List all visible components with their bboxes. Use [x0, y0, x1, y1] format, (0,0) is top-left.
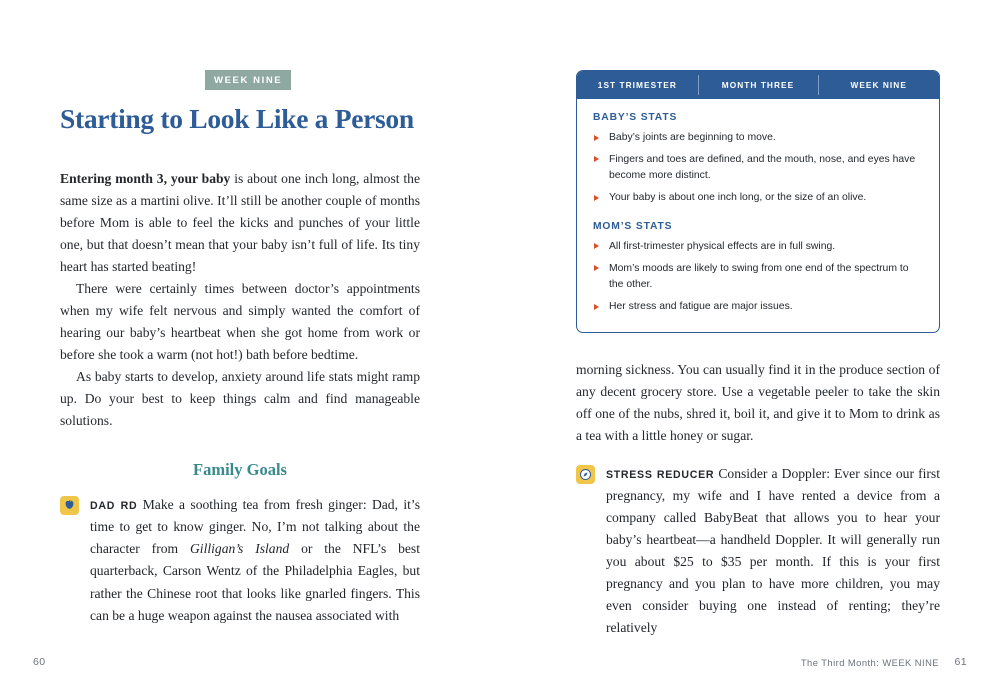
- callout-label: DAD RD: [90, 500, 138, 513]
- running-foot: The Third Month: WEEK NINE: [800, 657, 939, 668]
- tab-month: MONTH THREE: [698, 71, 819, 99]
- list-item-text: Your baby is about one inch long, or the size of an olive.: [609, 192, 867, 204]
- chapter-tag: WEEK NINE: [205, 70, 291, 90]
- paragraph: There were certainly times between doctor’s appointments when my wife felt nervous and simply wanted the comfort of hearing our baby’s heartbeat when she got home from work or before she took a warm (not hot!) bath before bedtime.: [60, 281, 420, 363]
- folio-right: 61: [954, 656, 967, 668]
- compass-icon: [576, 465, 595, 484]
- babys-stats-list: [593, 130, 923, 207]
- triangle-bullet-icon: [594, 304, 599, 310]
- list-item-text: Fingers and toes are defined, and the mouth, nose, and eyes have become more distinct.: [609, 153, 916, 182]
- stats-card-body: [577, 99, 939, 332]
- callout-text: Make a soothing tea from fresh ginger: Dad, it’s time to get to know ginger. No, I’m not talking about the character from Gilligan’s Island or the NFL’s best quarterback, Carson Wentz of the Philadelphia Eagles, but rather the Chinese root that looks like gnarled fingers. This can be a huge weapon against the nausea associated with: [90, 497, 420, 623]
- triangle-bullet-icon: [594, 243, 599, 249]
- list-item: [593, 299, 923, 315]
- babys-stats-group: [593, 112, 923, 207]
- right-page: [500, 0, 1000, 700]
- page-title: Starting to Look Like a Person: [60, 103, 414, 134]
- list-item-text: Mom’s moods are likely to swing from one end of the spectrum to the other.: [609, 262, 909, 291]
- paragraph: Entering month 3, your baby is about one inch long, almost the same size as a martini olive. It’ll still be another couple of months before Mom is able to feel the kicks and punches of your little one, but that doesn’t mean that your baby isn’t full of life. Its tiny heart has started beating!: [60, 171, 420, 275]
- stats-card-tabs: [577, 71, 939, 99]
- triangle-bullet-icon: [594, 156, 599, 162]
- list-item: [593, 239, 923, 255]
- triangle-bullet-icon: [594, 265, 599, 271]
- list-item: [593, 130, 923, 146]
- paragraph: morning sickness. You can usually find it in the produce section of any decent grocery store. Use a vegetable peeler to take the skin off one of the nubs, shred it, boil it, and give it to Mom to drink as a tea with a little honey or sugar.: [576, 361, 940, 443]
- moms-stats-list: [593, 239, 923, 316]
- left-body-text: [60, 168, 420, 432]
- right-body-text: [576, 359, 940, 447]
- list-item: [593, 190, 923, 206]
- tab-week: WEEK NINE: [818, 71, 939, 99]
- list-item-text: All first-trimester physical effects are in full swing.: [609, 240, 836, 252]
- callout-label: STRESS REDUCER: [606, 468, 715, 481]
- list-item-text: Baby’s joints are beginning to move.: [609, 132, 776, 143]
- stress-reducer-callout: [576, 463, 940, 639]
- triangle-bullet-icon: [594, 135, 599, 141]
- section-heading: Family Goals: [193, 460, 287, 480]
- apple-icon: [60, 496, 79, 515]
- moms-stats-title: MOM’S STATS: [593, 220, 673, 232]
- callout-text: Consider a Doppler: Ever since our first pregnancy, my wife and I have rented a device from a company called BabyBeat that allows you to hear your baby’s heartbeat—a handheld Doppler. It will generally run you about $25 to $35 per month. If this is your first pregnancy and you plan to have more children, you may even consider buying one instead of renting; they’re relatively: [606, 465, 940, 635]
- paragraph: As baby starts to develop, anxiety around life stats might ramp up. Do your best to keep things calm and find manageable solutions.: [60, 369, 420, 429]
- babys-stats-title: BABY’S STATS: [593, 112, 678, 123]
- dad-rd-callout: [60, 494, 420, 626]
- tab-trimester: 1ST TRIMESTER: [597, 80, 677, 90]
- list-item: [593, 152, 923, 185]
- list-item-text: Her stress and fatigue are major issues.: [609, 301, 793, 313]
- list-item: [593, 261, 923, 294]
- folio-left: 60: [33, 656, 46, 668]
- triangle-bullet-icon: [594, 195, 599, 201]
- moms-stats-group: [593, 221, 923, 316]
- stats-card: [576, 70, 940, 333]
